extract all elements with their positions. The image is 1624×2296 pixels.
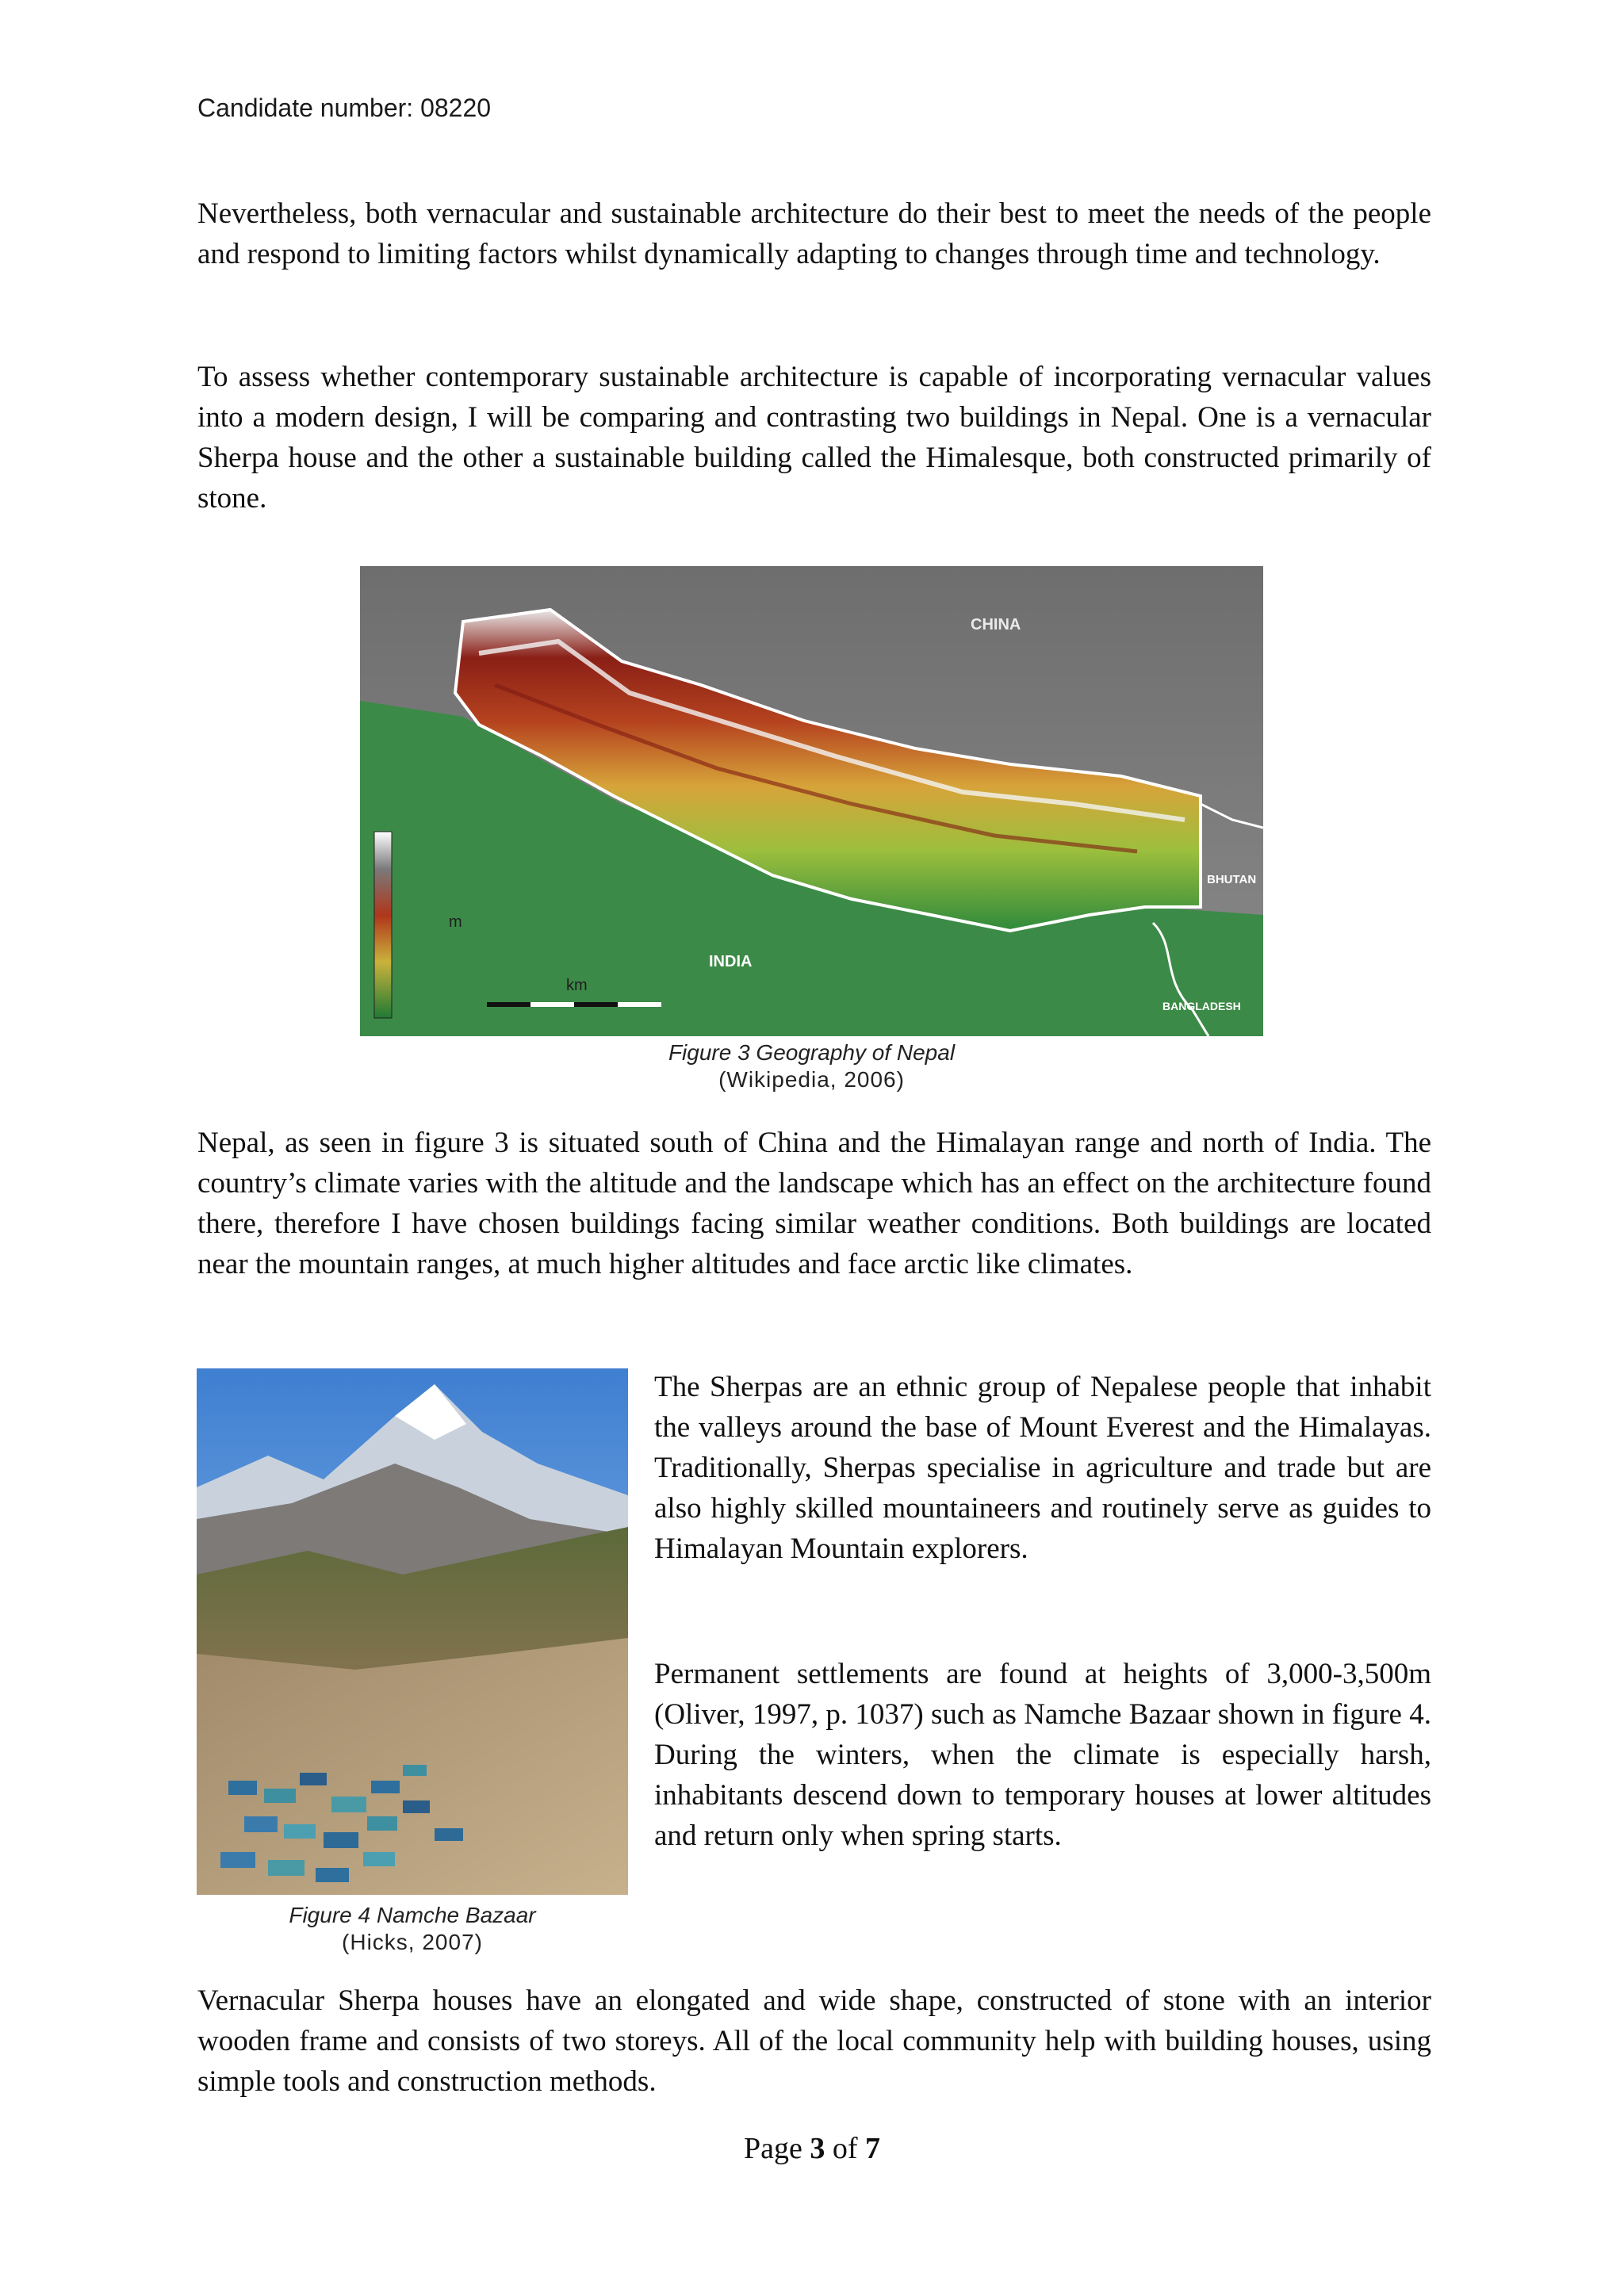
- page-prefix: Page: [743, 2132, 810, 2165]
- figure-3-map: [360, 566, 1263, 1036]
- paragraph-sherpas: The Sherpas are an ethnic group of Nepalese people that inhabit the valleys around the base of Mount Everest and the Himalayas. Traditionally, Sherpas specialise in agriculture and trade but are also highly skilled mountaineers and routinely serve as guides to Himalayan Mountain explorers.: [654, 1371, 1431, 1565]
- page-number: [0, 2131, 1624, 2166]
- page-total: 7: [865, 2132, 881, 2165]
- scale-unit-km: km: [566, 977, 588, 994]
- scale-bar-segment: [530, 1002, 574, 1007]
- elevation-legend: [374, 832, 392, 1018]
- bhutan-label: BHUTAN: [1207, 873, 1257, 886]
- india-label: INDIA: [709, 953, 753, 970]
- candidate-number-header: Candidate number: 08220: [197, 94, 492, 122]
- page-current: 3: [810, 2132, 825, 2165]
- nepal-relief-map: [360, 566, 1263, 1036]
- china-label: CHINA: [971, 616, 1021, 633]
- page-of: of: [825, 2132, 866, 2165]
- paragraph-intro: Nevertheless, both vernacular and sustainable architecture do their best to meet the needs of the people and respond to limiting factors whilst dynamically adapting to changes through time and technology.: [197, 197, 1431, 270]
- bangladesh-label: BANGLADESH: [1162, 1000, 1241, 1012]
- figure-3-caption: [360, 1040, 1263, 1093]
- paragraph-comparison: To assess whether contemporary sustainable architecture is capable of incorporating vernacular values into a modern design, I will be comparing and contrasting two buildings in Nepal. One is a vernacular Sherpa house and the other a sustainable building called the Himalesque, both constructed primarily of stone.: [197, 361, 1431, 515]
- paragraph-nepal-geography: Nepal, as seen in figure 3 is situated south of China and the Himalayan range and north of India. The country’s climate varies with the altitude and the landscape which has an effect on the architecture found there, therefore I have chosen buildings facing similar weather conditions. Both buildings are located near the mountain ranges, at much higher altitudes and face arctic like climates.: [197, 1127, 1431, 1280]
- figure-4-photo: [197, 1368, 628, 1895]
- figure-4-citation: (Hicks, 2007): [342, 1930, 483, 1954]
- figure-4-title: Figure 4 Namche Bazaar: [289, 1903, 536, 1927]
- legend-unit-m: m: [449, 913, 462, 931]
- figure-3-citation: (Wikipedia, 2006): [718, 1067, 905, 1092]
- namche-bazaar-photo: [197, 1368, 628, 1895]
- figure-3-title: Figure 3 Geography of Nepal: [668, 1040, 956, 1065]
- paragraph-sherpa-houses: Vernacular Sherpa houses have an elongated and wide shape, constructed of stone with an interior wooden frame and consists of two storeys. All of the local community help with building houses, using simple tools and construction methods.: [197, 1984, 1431, 2098]
- figure-4-caption: [197, 1903, 628, 1955]
- paragraph-settlements: Permanent settlements are found at heights of 3,000-3,500m (Oliver, 1997, p. 1037) such as Namche Bazaar shown in figure 4. During the winters, when the climate is especially harsh, inhabitants descend down to temporary houses at lower altitudes and return only when spring starts.: [654, 1658, 1431, 1852]
- scale-bar-segment: [618, 1002, 661, 1007]
